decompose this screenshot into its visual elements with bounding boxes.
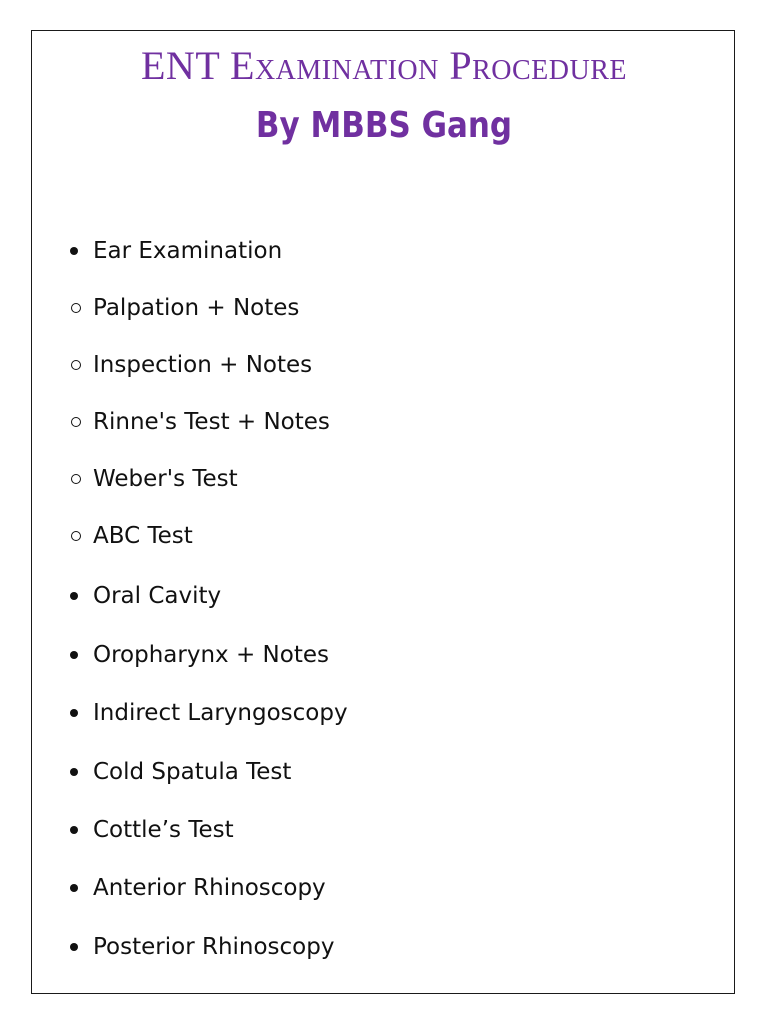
list-item-label: Cold Spatula Test	[93, 759, 292, 785]
list-item-label: Inspection + Notes	[93, 352, 313, 378]
list-item-label: Cottle’s Test	[93, 817, 234, 843]
list-item	[68, 872, 326, 904]
list-item	[68, 697, 348, 729]
list-item-label: Weber's Test	[93, 466, 238, 492]
bullet-icon	[68, 943, 93, 951]
bullet-icon	[68, 768, 93, 776]
circle-bullet-icon	[68, 303, 93, 313]
circle-bullet-icon	[68, 474, 93, 484]
bullet-icon	[68, 592, 93, 600]
list-item	[68, 756, 291, 788]
page-border	[31, 30, 735, 994]
list-item	[68, 931, 334, 963]
list-item-label: Posterior Rhinoscopy	[93, 934, 335, 960]
list-item	[68, 235, 282, 267]
circle-bullet-icon	[68, 360, 93, 370]
bullet-icon	[68, 247, 93, 255]
bullet-icon	[68, 709, 93, 717]
list-item	[68, 639, 329, 671]
list-item-label: ABC Test	[93, 523, 193, 549]
list-item	[68, 292, 299, 324]
list-item	[68, 406, 330, 438]
page-subtitle: By MBBS Gang	[255, 105, 513, 146]
page-title: ENT Examination Procedure	[141, 43, 627, 88]
list-item-label: Oropharynx + Notes	[93, 642, 329, 668]
list-item	[68, 580, 221, 612]
circle-bullet-icon	[68, 531, 93, 541]
bullet-icon	[68, 884, 93, 892]
list-item-label: Palpation + Notes	[93, 295, 300, 321]
list-item-label: Ear Examination	[93, 238, 283, 264]
circle-bullet-icon	[68, 417, 93, 427]
list-item	[68, 814, 234, 846]
list-item	[68, 349, 312, 381]
bullet-icon	[68, 651, 93, 659]
bullet-icon	[68, 826, 93, 834]
list-item	[68, 463, 238, 495]
list-item-label: Oral Cavity	[93, 583, 222, 609]
list-item-label: Anterior Rhinoscopy	[93, 875, 326, 901]
list-item-label: Rinne's Test + Notes	[93, 409, 330, 435]
list-item-label: Indirect Laryngoscopy	[93, 700, 348, 726]
list-item	[68, 520, 193, 552]
